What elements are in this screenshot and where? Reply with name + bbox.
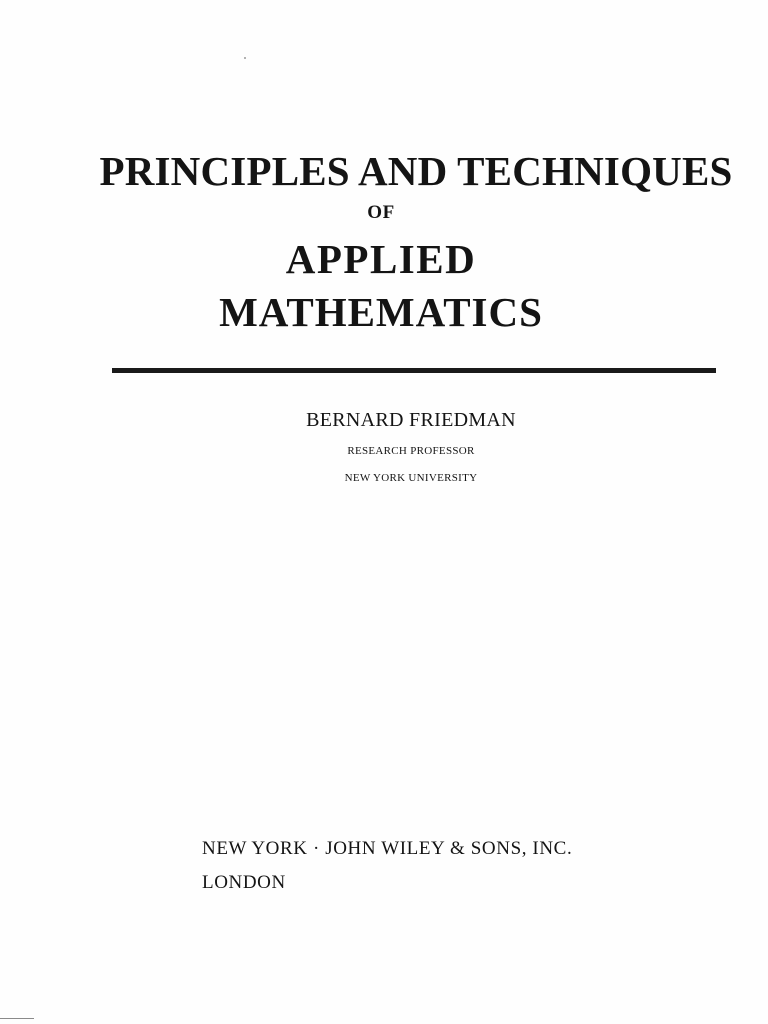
publisher-line: NEW YORK · JOHN WILEY & SONS, INC. bbox=[202, 838, 573, 859]
book-title-of: OF bbox=[367, 202, 395, 223]
book-title-line-3: APPLIED bbox=[285, 236, 477, 282]
author-name: BERNARD FRIEDMAN bbox=[306, 409, 516, 431]
book-title-line-1: PRINCIPLES AND TECHNIQUES bbox=[99, 148, 733, 194]
author-position: RESEARCH PROFESSOR bbox=[347, 445, 475, 457]
author-institution: NEW YORK UNIVERSITY bbox=[344, 472, 478, 484]
scan-speck bbox=[244, 57, 246, 59]
scan-edge-mark bbox=[0, 1018, 34, 1019]
book-title-line-4: MATHEMATICS bbox=[219, 289, 543, 335]
title-divider-rule bbox=[112, 368, 716, 373]
publisher-city: LONDON bbox=[202, 872, 286, 893]
